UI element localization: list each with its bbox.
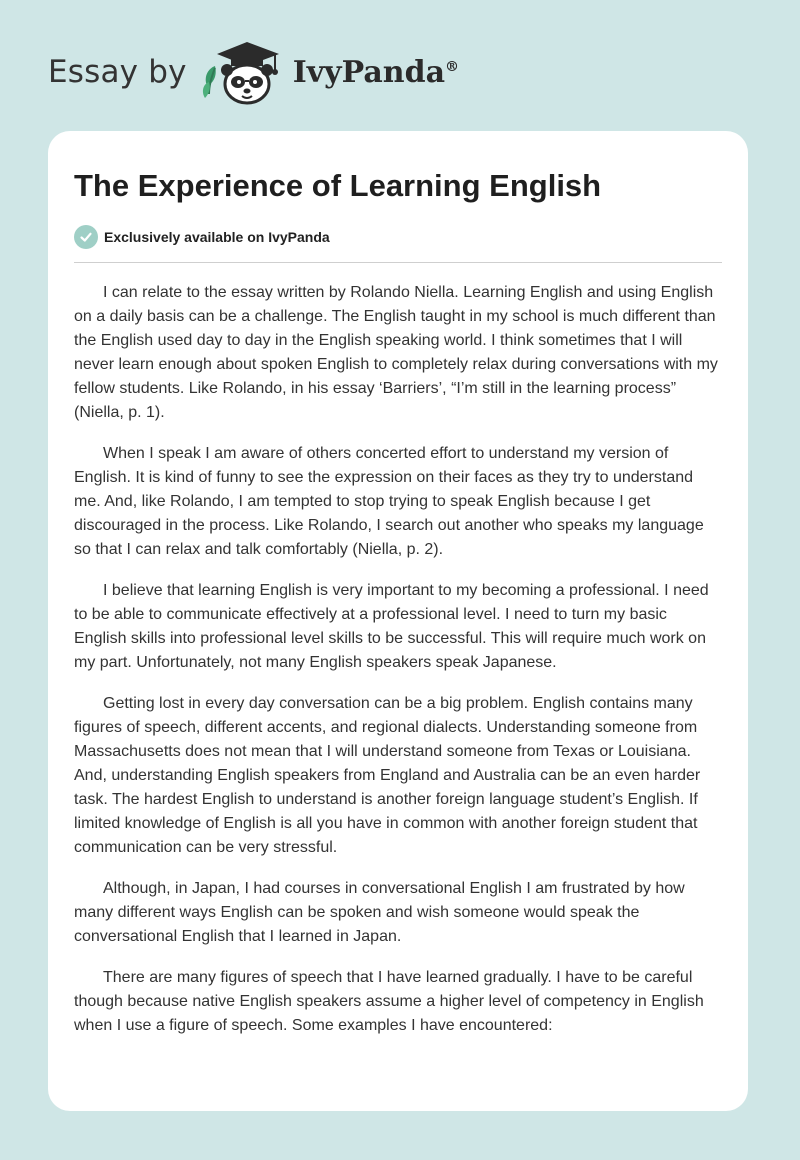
- paragraph: I believe that learning English is very important to my becoming a professional. I need to be able to communicate effectively at a professional level. I need to turn my basic English skills into professional level skills to be successful. This will require much work on my part. Unfortunately, not many English speakers speak Japanese.: [74, 582, 709, 671]
- essay-body: [74, 281, 722, 1038]
- paragraph: Although, in Japan, I had courses in conversational English I am frustrated by how many different ways English can be spoken and wish someone would speak the conversational English that I learned in Japan.: [74, 880, 685, 945]
- exclusive-badge: [74, 225, 722, 249]
- checkmark-icon: [74, 225, 98, 249]
- paragraph: Getting lost in every day conversation can be a big problem. English contains many figures of speech, different accents, and regional dialects. Understanding someone from Massachusetts does not mean that I will understand someone from Texas or Louisiana. And, understanding English speakers from England and Australia can be an even harder task. The hardest English to understand is another foreign language student’s English. If limited knowledge of English is all you have in common with another foreign student that communication can be very stressful.: [74, 695, 701, 856]
- page-title: The Experience of Learning English: [74, 168, 602, 203]
- site-header: [48, 36, 459, 108]
- article-card: [48, 131, 748, 1111]
- panda-graduation-cap-icon[interactable]: [197, 36, 289, 108]
- paragraph: When I speak I am aware of others concerted effort to understand my version of English. It is kind of funny to see the expression on their faces as they try to understand me. And, like Rolando, I am tempted to stop trying to speak English because I get discouraged in the process. Like Rolando, I search out another who speaks my language so that I can relax and talk comfortably (Niella, p. 2).: [74, 445, 704, 558]
- exclusive-label: Exclusively available on IvyPanda: [104, 229, 330, 245]
- paragraph: There are many figures of speech that I have learned gradually. I have to be careful though because native English speakers assume a higher level of competency in English when I use a figure of speech. Some examples I have encountered:: [74, 969, 704, 1034]
- essay-by-label: Essay by: [48, 54, 187, 90]
- divider: [74, 262, 722, 263]
- brand-name[interactable]: IvyPanda®: [292, 54, 460, 90]
- registered-mark: ®: [445, 58, 460, 75]
- paragraph: I can relate to the essay written by Rolando Niella. Learning English and using English on a daily basis can be a challenge. The English taught in my school is much different than the English used day to day in the English speaking world. I think sometimes that I will never learn enough about spoken English to completely relax during conversations with my fellow students. Like Rolando, in his essay ‘Barriers’, “I’m still in the learning process” (Niella, p. 1).: [74, 284, 718, 421]
